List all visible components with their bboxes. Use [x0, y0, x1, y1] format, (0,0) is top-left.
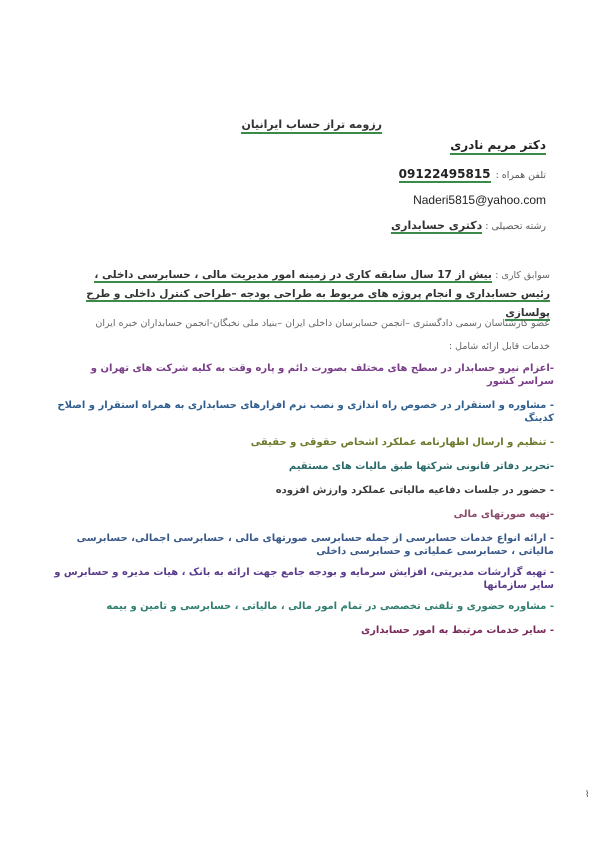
field-label: رشته تحصیلی :	[485, 221, 546, 232]
experience-text: بیش از 17 سال سابقه کاری در زمینه امور مدیریت مالی ، حسابرسی داخلی ، رئیس حسابداری و انجام پروژه های مربوط به طراحی بودجه –طراحی کنترل داخلی و طرح پولسازی	[86, 269, 550, 319]
phone-row	[399, 167, 546, 181]
service-item: - تنظیم و ارسال اظهارنامه عملکرد اشخاص حقوقی و حقیقی	[250, 437, 554, 448]
service-item: -تحریر دفاتر قانونی شرکتها طبق مالیات های مستقیم	[288, 461, 554, 472]
service-item: - مشاوره حضوری و تلفنی تخصصی در تمام امور مالی ، مالیاتی ، حسابرسی و تامین و بیمه	[106, 601, 554, 612]
membership-text: عضو کارشناسان رسمی دادگستری –انجمن حسابرسان داخلی ایران –بنیاد ملی نخبگان-انجمن حسابداران خبره ایران	[95, 318, 550, 329]
services-list	[54, 362, 554, 648]
signature-mark: ⌇	[585, 790, 590, 800]
field-value: دکتری حسابداری	[391, 219, 483, 232]
field-row	[391, 219, 546, 232]
service-item: - ارائه انواع خدمات حسابرسی از جمله حسابرسی صورتهای مالی ، حسابرسی اجمالی، حسابرسی مالیاتی ، حسابرسی عملیاتی و حسابرسی داخلی	[76, 533, 554, 557]
phone-number: 09122495815	[398, 167, 491, 181]
service-item: - تهیه گزارشات مدیریتی، افزایش سرمایه و بودجه جامع جهت ارائه به بانک ، هیات مدیره و حسابرس و سایر سازمانها	[54, 567, 554, 591]
experience-label: سوابق کاری :	[495, 270, 550, 281]
service-item: - سایر خدمات مرتبط به امور حسابداری	[360, 625, 554, 636]
person-name: دکتر مریم نادری	[450, 138, 546, 155]
resume-title: رزومه تراز حساب ایرانیان	[241, 118, 382, 134]
service-item: -تهیه صورتهای مالی	[453, 509, 554, 520]
services-title: خدمات قابل ارائه شامل :	[448, 341, 550, 352]
phone-label: تلفن همراه :	[495, 170, 546, 181]
email-address: Naderi5815@yahoo.com	[413, 193, 546, 207]
service-item: -اعزام نیرو حسابدار در سطح های مختلف بصورت دائم و پاره وقت به کلیه شرکت های تهران و سراسر کشور	[90, 363, 554, 387]
service-item: - حضور در جلسات دفاعیه مالیاتی عملکرد وارزش افزوده	[275, 485, 554, 496]
service-item: - مشاوره و استقرار در خصوص راه اندازی و نصب نرم افزارهای حسابداری به همراه استقرار و اصلاح کدینگ	[57, 400, 554, 424]
experience-section	[62, 266, 550, 323]
